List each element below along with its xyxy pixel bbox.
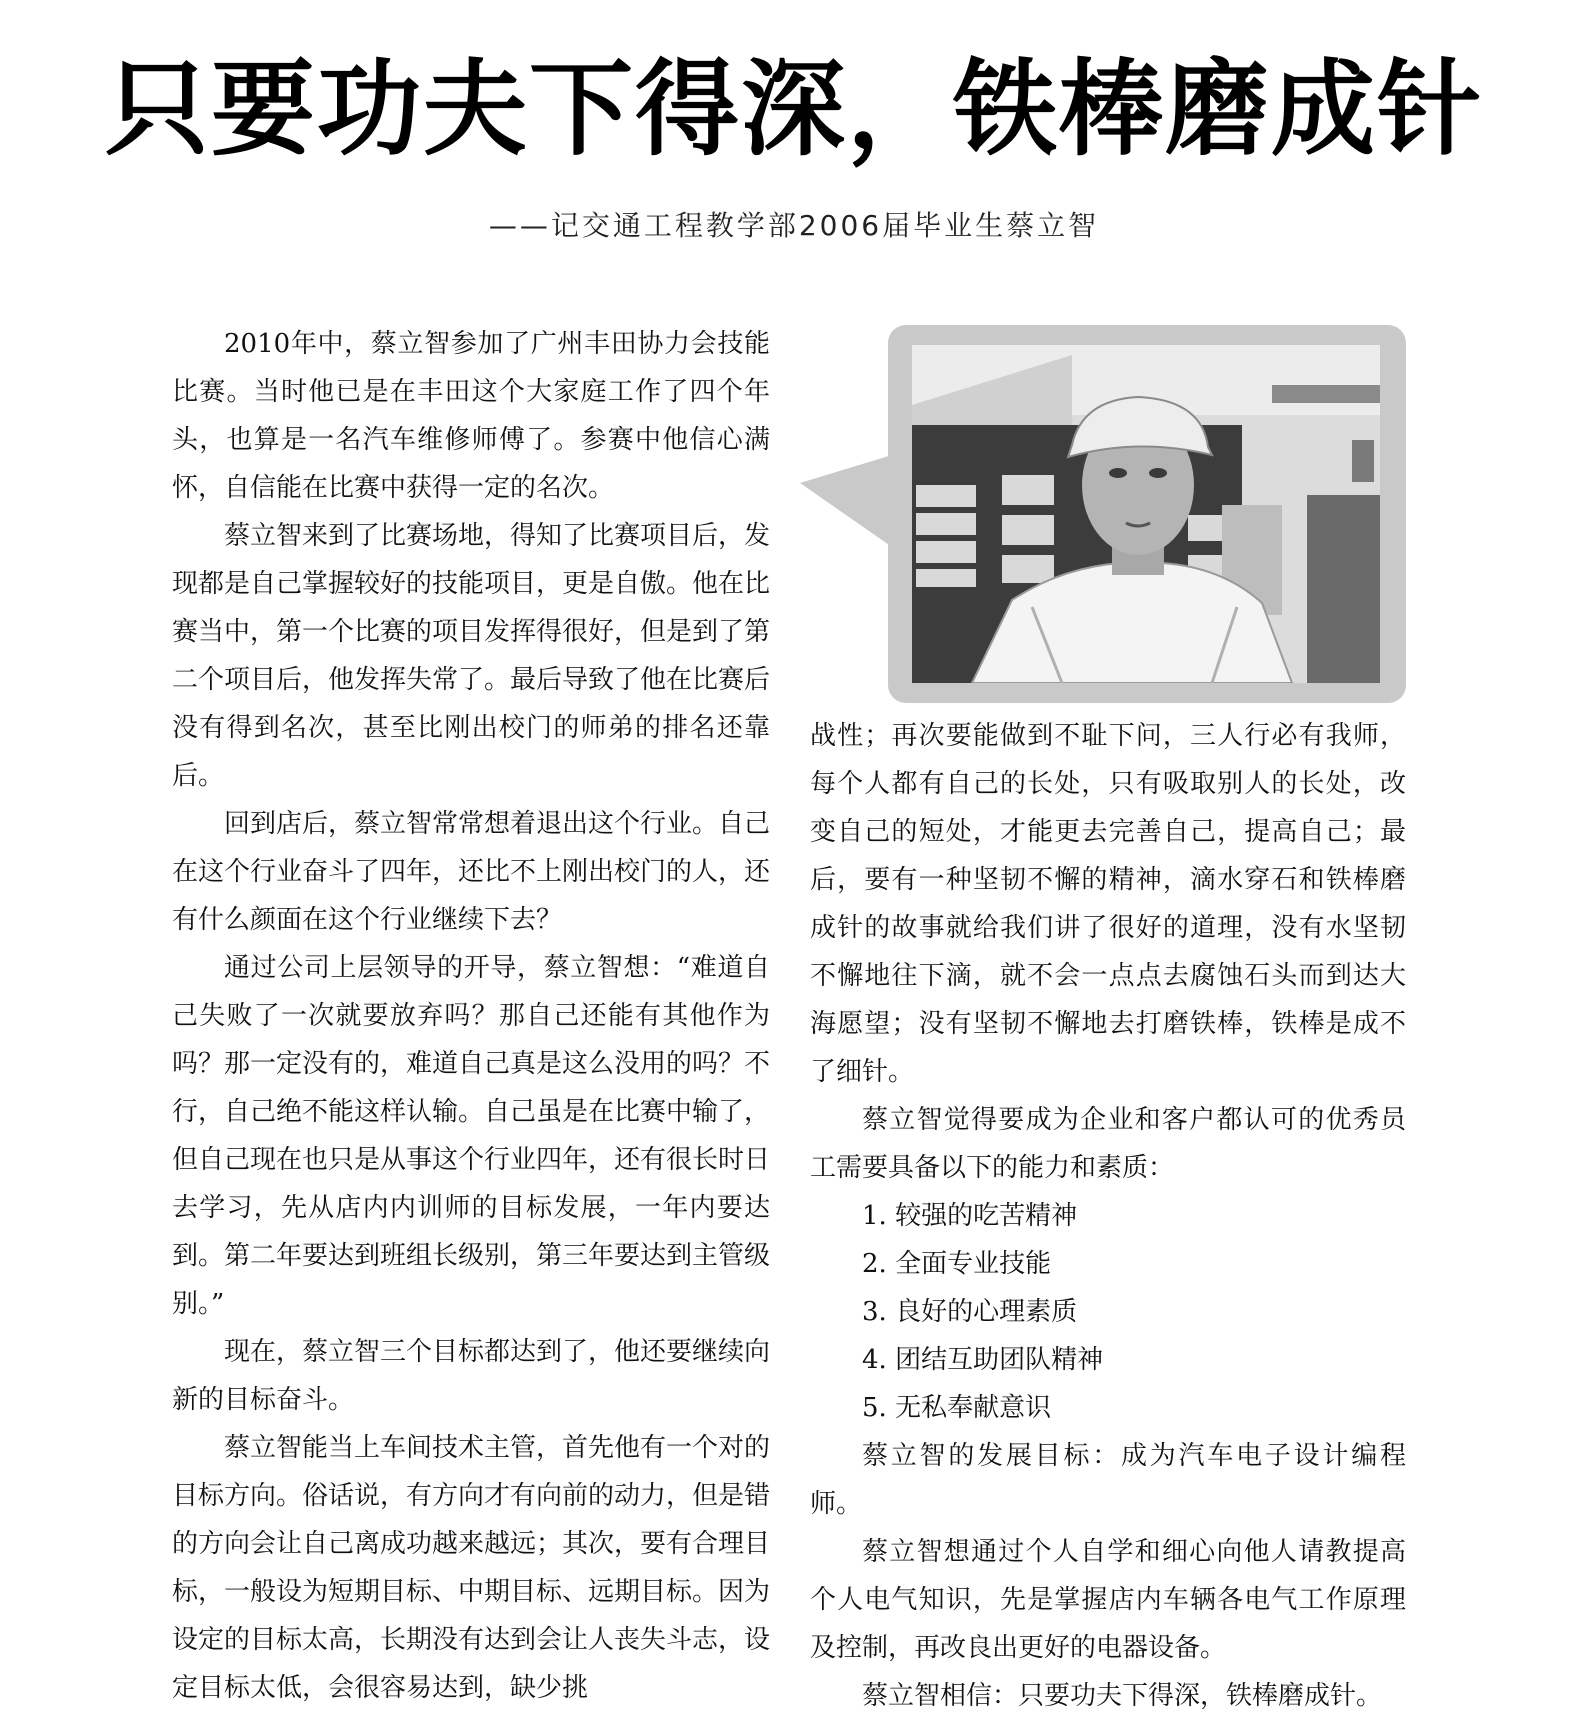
quality-list-item: 3. 良好的心理素质 bbox=[862, 1297, 1078, 1327]
article-title: 只要功夫下得深，铁棒磨成针 bbox=[104, 48, 1483, 170]
paragraph: 蔡立智的发展目标：成为汽车电子设计编程师。 bbox=[810, 1441, 1406, 1519]
quality-list-item: 2. 全面专业技能 bbox=[862, 1249, 1052, 1279]
right-text-column bbox=[810, 712, 1406, 1720]
paragraph: 蔡立智来到了比赛场地，得知了比赛项目后，发现都是自己掌握较好的技能项目，更是自傲。他在比赛当中，第一个比赛的项目发挥得很好，但是到了第二个项目后，他发挥失常了。最后导致了他在比赛后没有得到名次，甚至比刚出校门的师弟的排名还靠后。 bbox=[172, 521, 771, 791]
quality-list-item: 4. 团结互助团队精神 bbox=[862, 1345, 1104, 1375]
paragraph: 2010年中，蔡立智参加了广州丰田协力会技能比赛。当时他已是在丰田这个大家庭工作了四个年头，也算是一名汽车维修师傅了。参赛中他信心满怀，自信能在比赛中获得一定的名次。 bbox=[172, 329, 770, 503]
paragraph: 蔡立智相信：只要功夫下得深，铁棒磨成针。 bbox=[862, 1681, 1383, 1711]
quality-list-item: 1. 较强的吃苦精神 bbox=[862, 1201, 1078, 1231]
paragraph: 现在，蔡立智三个目标都达到了，他还要继续向新的目标奋斗。 bbox=[172, 1337, 771, 1415]
paragraph: 战性；再次要能做到不耻下问，三人行必有我师，每个人都有自己的长处，只有吸取别人的长处，改变自己的短处，才能更去完善自己，提高自己；最后，要有一种坚韧不懈的精神，滴水穿石和铁棒磨成针的故事就给我们讲了很好的道理，没有水坚韧不懈地往下滴，就不会一点点去腐蚀石头而到达大海愿望；没有坚韧不懈地去打磨铁棒，铁棒是成不了细针。 bbox=[810, 721, 1406, 1087]
left-text-column bbox=[172, 320, 770, 1712]
paragraph: 蔡立智觉得要成为企业和客户都认可的优秀员工需要具备以下的能力和素质： bbox=[810, 1105, 1406, 1183]
article-subtitle: ——记交通工程教学部2006届毕业生蔡立智 bbox=[488, 209, 1100, 242]
portrait-illustration bbox=[912, 345, 1380, 683]
quality-list-item: 5. 无私奉献意识 bbox=[862, 1393, 1052, 1423]
paragraph: 蔡立智能当上车间技术主管，首先他有一个对的目标方向。俗话说，有方向才有向前的动力，但是错的方向会让自己离成功越来越远；其次，要有合理目标，一般设为短期目标、中期目标、远期目标。因为设定的目标太高，长期没有达到会让人丧失斗志，设定目标太低，会很容易达到，缺少挑 bbox=[172, 1433, 771, 1703]
paragraph: 蔡立智想通过个人自学和细心向他人请教提高个人电气知识，先是掌握店内车辆各电气工作原理及控制，再改良出更好的电器设备。 bbox=[810, 1537, 1406, 1663]
paragraph: 通过公司上层领导的开导，蔡立智想：“难道自己失败了一次就要放弃吗？那自己还能有其他作为吗？那一定没有的，难道自己真是这么没用的吗？不行，自己绝不能这样认输。自己虽是在比赛中输了，但自己现在也只是从事这个行业四年，还有很长时日去学习，先从店内内训师的目标发展，一年内要达到。第二年要达到班组长级别，第三年要达到主管级别。” bbox=[172, 953, 771, 1319]
portrait-photo bbox=[912, 345, 1380, 683]
speech-bubble-corner bbox=[1386, 660, 1406, 682]
paragraph: 回到店后，蔡立智常常想着退出这个行业。自己在这个行业奋斗了四年，还比不上刚出校门的人，还有什么颜面在这个行业继续下去？ bbox=[172, 809, 771, 935]
speech-bubble-tail bbox=[800, 455, 892, 547]
